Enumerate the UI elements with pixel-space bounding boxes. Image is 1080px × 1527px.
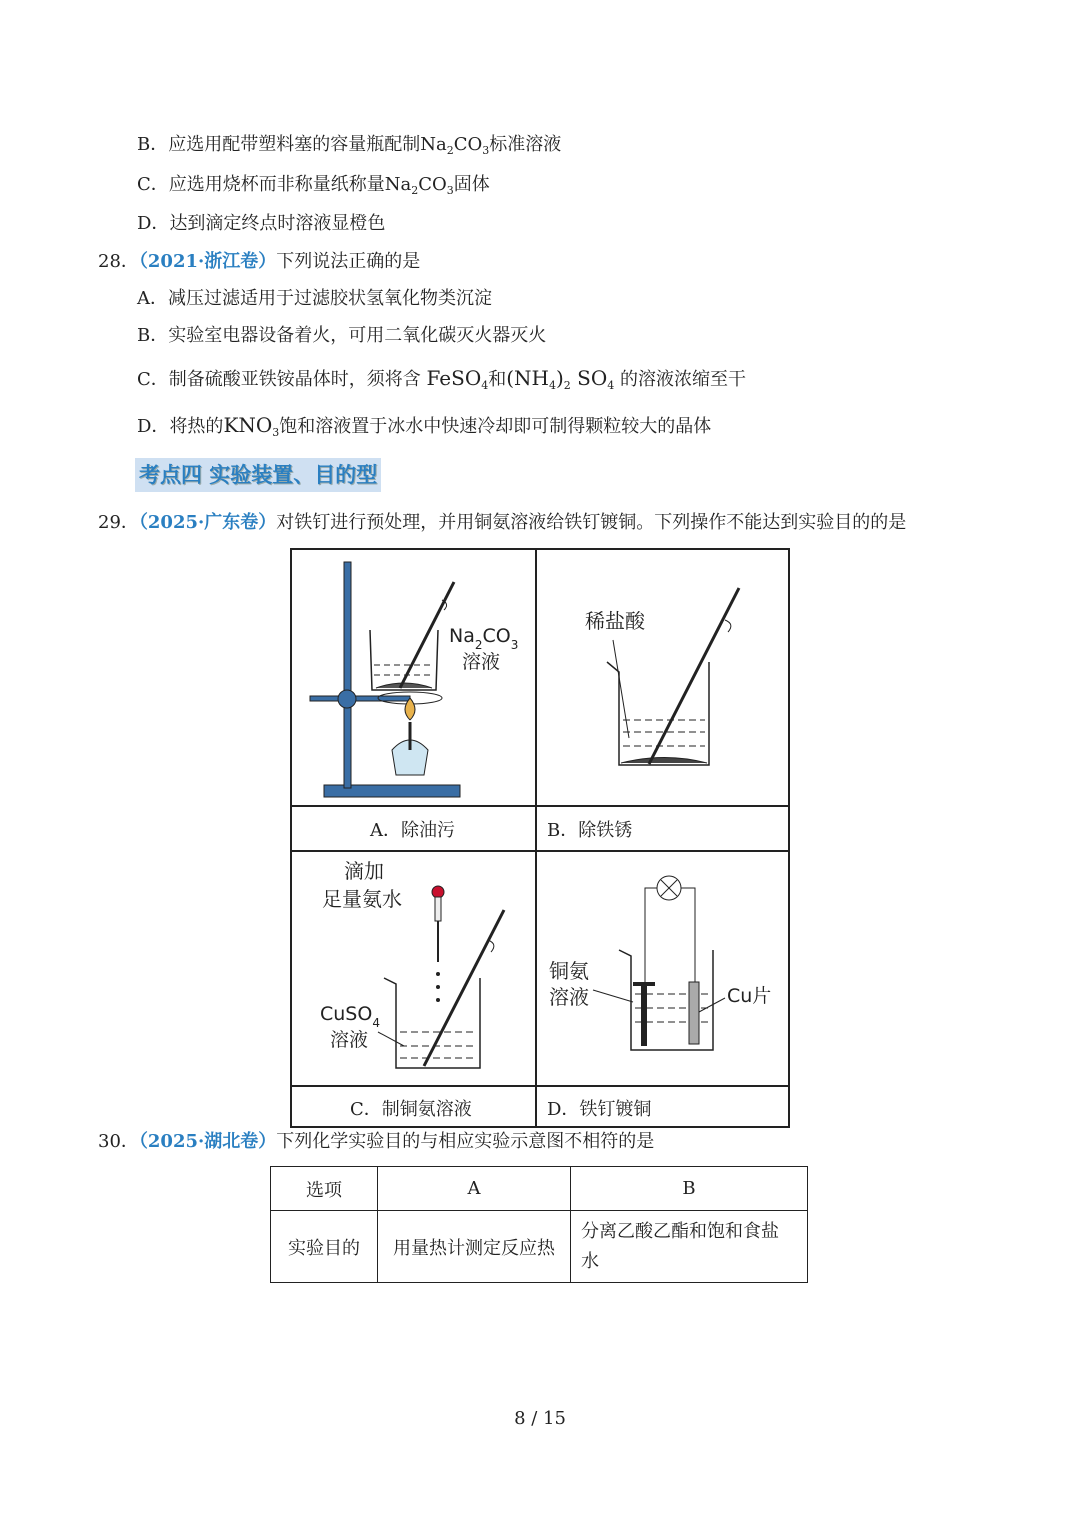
fig-c-label-solution: 溶液 [330, 1029, 369, 1051]
fig-c-label-add: 滴加 [344, 859, 384, 883]
q28-option-a: A．减压过滤适用于过滤胶状氢氧化物类沉淀 [137, 288, 492, 309]
figure-c-dropper-beaker [292, 852, 535, 1085]
fig-d-label-cu: Cu片 [727, 985, 772, 1007]
q27-option-b: B．应选用配带塑料塞的容量瓶配制$Na_2CO_3$标准溶液 [137, 134, 562, 157]
q30-header-option: 选项 [271, 1167, 378, 1211]
q30-table [270, 1166, 808, 1283]
q27-option-c: C．应选用烧杯而非称量纸称量$Na_2CO_3$固体 [137, 174, 490, 197]
q28-option-d: D．将热的$KNO_3$饱和溶液置于冰水中快速冷却即可制得颗粒较大的晶体 [137, 413, 712, 439]
fig-c-label-add-ammonia: 足量氨水 [322, 887, 402, 911]
figure-b-acid-beaker [537, 550, 788, 805]
q30-row-label: 实验目的 [271, 1211, 378, 1283]
q28-option-b: B．实验室电器设备着火，可用二氧化碳灭火器灭火 [137, 325, 547, 346]
caption-d: D．铁钉镀铜 [547, 1099, 652, 1120]
q30-header-a: A [378, 1167, 571, 1211]
q28-option-c: C．制备硫酸亚铁铵晶体时，须将含 FeSO$_4$和$(NH_4)_2$ $SO_4$ 的溶液浓缩至干 [137, 366, 746, 392]
q28-stem: 28．（2021·浙江卷）下列说法正确的是 [98, 251, 421, 272]
q29-figure-table [290, 548, 790, 1128]
caption-c: C．制铜氨溶液 [350, 1099, 472, 1120]
q29-stem: 29．（2025·广东卷）对铁钉进行预处理，并用铜氨溶液给铁钉镀铜。下列操作不能达到实验目的的是 [98, 512, 907, 533]
fig-d-label-solution: 溶液 [549, 985, 589, 1009]
section-title: 考点四 实验装置、目的型 [135, 458, 381, 492]
caption-b: B．除铁锈 [547, 820, 633, 841]
fig-d-label-copper-ammonia: 铜氨 [549, 959, 589, 983]
q30-header-b: B [571, 1167, 808, 1211]
fig-a-label-formula: $Na_2CO_3$ [449, 625, 519, 652]
q27-option-d: D．达到滴定终点时溶液显橙色 [137, 213, 386, 234]
figure-a-heating-apparatus [292, 550, 535, 805]
page-number: 8 / 15 [514, 1408, 566, 1429]
caption-a: A．除油污 [370, 820, 455, 841]
fig-b-label-acid: 稀盐酸 [585, 609, 645, 633]
q30-cell-a: 用量热计测定反应热 [378, 1211, 571, 1283]
figure-d-electroplating [537, 852, 788, 1085]
q30-cell-b: 分离乙酸乙酯和饱和食盐 水 [571, 1211, 808, 1283]
fig-c-label-cuso4: CuSO$_4$ [320, 1003, 380, 1030]
fig-a-label-solution: 溶液 [462, 651, 501, 673]
q30-stem: 30．（2025·湖北卷）下列化学实验目的与相应实验示意图不相符的是 [98, 1131, 655, 1152]
